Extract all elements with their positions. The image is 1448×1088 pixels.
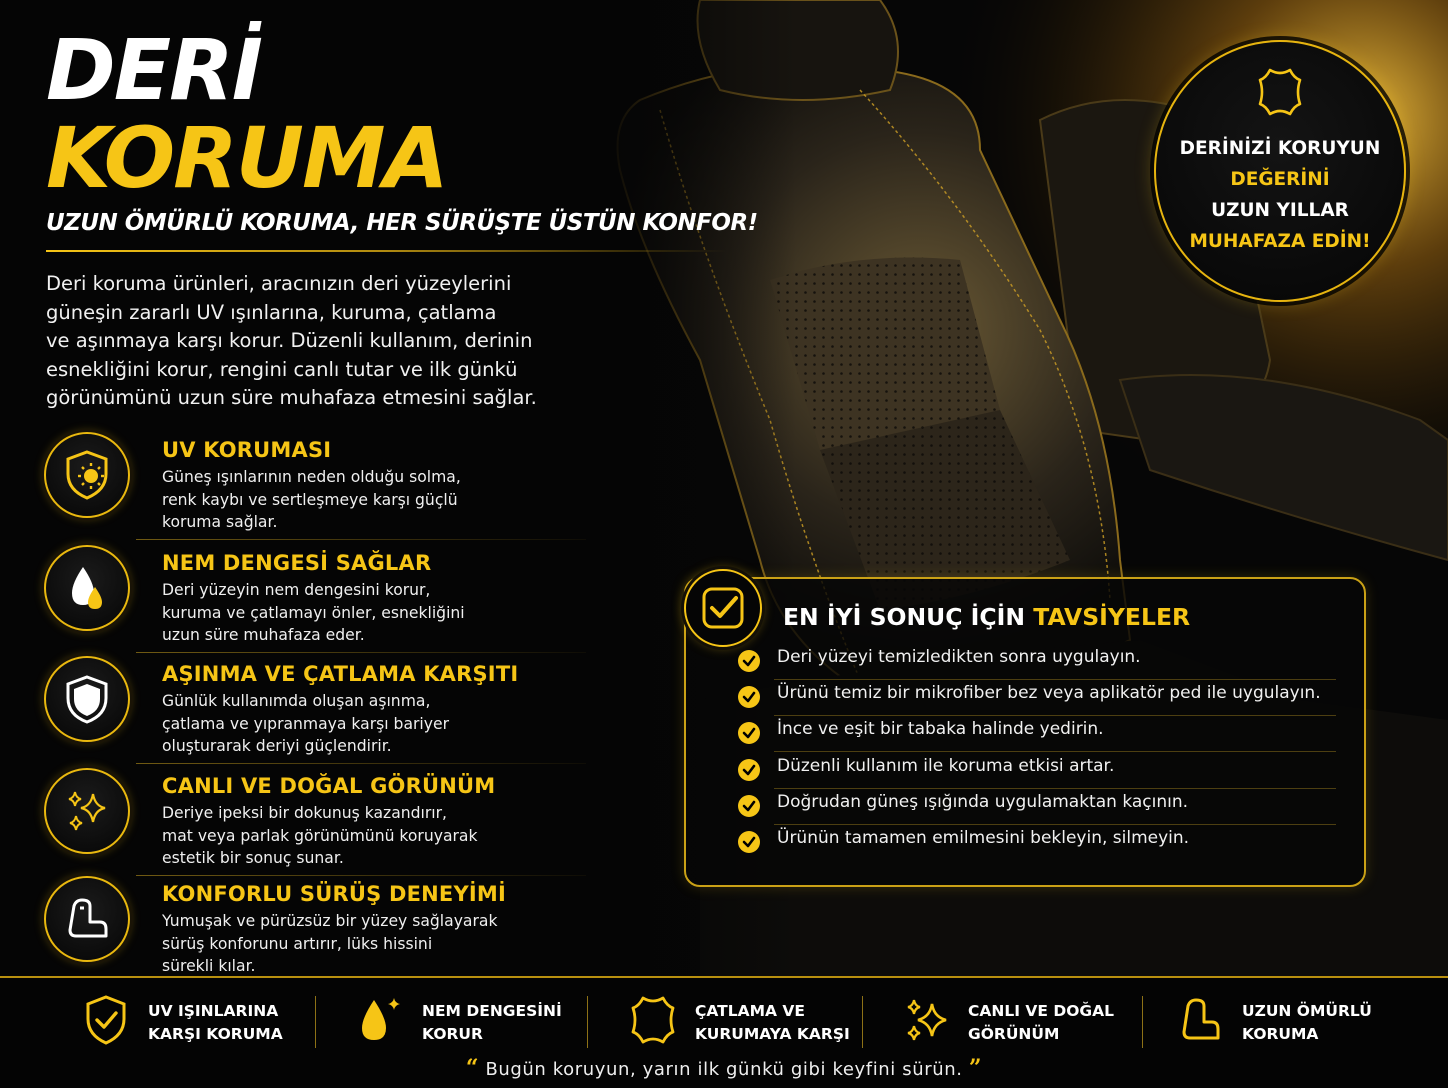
footer-divider (587, 996, 588, 1048)
feature-description (162, 466, 542, 534)
leather-hide-icon (629, 994, 677, 1046)
feature-description-line: renk kaybı ve sertleşmeye karşı güçlü (162, 490, 458, 509)
footer-quote (0, 1055, 1448, 1081)
feature-description-line: sürekli kılar. (162, 957, 256, 976)
quote-open-icon: “ (465, 1055, 480, 1081)
footer-label (148, 1000, 283, 1046)
title-line-2: KORUMA (46, 109, 447, 207)
shield-check-icon (82, 994, 130, 1046)
footer-label-line: KORUR (422, 1025, 483, 1043)
shield-icon (44, 656, 130, 742)
footer-item-look (902, 990, 1132, 1052)
tips-title (783, 603, 1190, 631)
feature-divider (136, 763, 586, 764)
feature-abrasion-crack (44, 656, 544, 762)
feature-uv-protection (44, 432, 544, 538)
tip-item (738, 644, 1338, 680)
footer-label-line: ÇATLAMA VE (695, 1002, 806, 1020)
footer-divider (862, 996, 863, 1048)
badge-line-4: MUHAFAZA EDİN! (1189, 231, 1371, 252)
badge-line-1: DERİNİZİ KORUYUN (1179, 138, 1381, 159)
tip-text: İnce ve eşit bir tabaka halinde yedirin. (777, 719, 1104, 739)
quote-close-icon: ” (968, 1055, 983, 1081)
protection-badge (1154, 40, 1406, 302)
feature-title: NEM DENGESİ SAĞLAR (162, 551, 432, 575)
feature-comfort (44, 876, 544, 982)
check-circle-icon (738, 686, 760, 708)
tip-text: Doğrudan güneş ışığında uygulamaktan kaçının. (777, 792, 1189, 812)
feature-description-line: sürüş konforunu artırır, lüks hissini (162, 934, 433, 953)
footer-label-line: CANLI VE DOĞAL (968, 1002, 1115, 1020)
footer-label-line: UV IŞINLARINA (148, 1002, 279, 1020)
check-circle-icon (738, 795, 760, 817)
feature-divider (136, 652, 586, 653)
car-seat-icon (44, 876, 130, 962)
tip-item (738, 716, 1338, 752)
feature-moisture-balance (44, 545, 544, 651)
tip-item (738, 680, 1338, 716)
footer-label (695, 1000, 850, 1046)
footer-divider (315, 996, 316, 1048)
footer-label-line: NEM DENGESİNİ (422, 1002, 562, 1020)
feature-description-line: oluşturarak deriyi güçlendirir. (162, 737, 392, 756)
feature-description (162, 690, 542, 758)
tips-title-accent: TAVSİYELER (1033, 603, 1191, 631)
footer-label-line: GÖRÜNÜM (968, 1025, 1060, 1043)
intro-line: güneşin zararlı UV ışınlarına, kuruma, çatlama (46, 300, 497, 324)
badge-line-3: UZUN YILLAR (1211, 200, 1349, 221)
footer-label-line: KARŞI KORUMA (148, 1025, 283, 1043)
sparkles-icon (44, 768, 130, 854)
feature-description-line: koruma sağlar. (162, 513, 278, 532)
feature-title: KONFORLU SÜRÜŞ DENEYİMİ (162, 882, 506, 906)
check-circle-icon (738, 759, 760, 781)
footer-label-line: KORUMA (1242, 1025, 1319, 1043)
feature-description-line: Günlük kullanımda oluşan aşınma, (162, 692, 431, 710)
badge-line-2: DEĞERİNİ (1230, 169, 1330, 190)
feature-description-line: kuruma ve çatlamayı önler, esnekliğini (162, 603, 465, 622)
feature-title: AŞINMA VE ÇATLAMA KARŞITI (162, 662, 519, 686)
checkmark-icon (684, 569, 762, 647)
intro-line: Deri koruma ürünleri, aracınızın deri yüzeylerini (46, 272, 512, 295)
leather-hide-icon (1256, 66, 1304, 118)
sparkles-icon (902, 994, 952, 1046)
tip-item (738, 789, 1338, 825)
intro-line: ve aşınmaya karşı korur. Düzenli kullanım, derinin (46, 329, 533, 353)
tip-divider (774, 751, 1336, 752)
tip-text: Ürünün tamamen emilmesini bekleyin, silmeyin. (777, 828, 1190, 848)
intro-line: görünümünü uzun süre muhafaza etmesini sağlar. (46, 386, 537, 410)
footer-label (968, 1000, 1114, 1046)
footer-divider (1142, 996, 1143, 1048)
footer-item-uv (82, 990, 312, 1052)
feature-description (162, 802, 542, 870)
footer-item-moisture (356, 990, 586, 1052)
car-seat-icon (1176, 994, 1224, 1046)
feature-description-line: Deri yüzeyin nem dengesini korur, (162, 581, 431, 599)
tip-item (738, 825, 1338, 861)
footer-label-line: UZUN ÖMÜRLÜ (1242, 1002, 1372, 1020)
tips-title-white: EN İYİ SONUÇ İÇİN (783, 603, 1034, 631)
footer-item-longevity (1176, 990, 1406, 1052)
footer-label (422, 1000, 562, 1046)
uv-shield-icon (44, 432, 130, 518)
footer-item-crack (629, 990, 859, 1052)
feature-title: CANLI VE DOĞAL GÖRÜNÜM (162, 774, 496, 798)
water-drop-icon (356, 992, 404, 1048)
check-circle-icon (738, 831, 760, 853)
feature-description-line: Güneş ışınlarının neden olduğu solma, (162, 468, 461, 486)
tip-item (738, 753, 1338, 789)
feature-description-line: mat veya parlak görünümünü koruyarak (162, 826, 478, 845)
feature-description-line: Deriye ipeksi bir dokunuş kazandırır, (162, 804, 447, 822)
feature-description-line: estetik bir sonuç sunar. (162, 849, 344, 868)
tip-text: Deri yüzeyi temizledikten sonra uygulayın. (777, 647, 1141, 667)
tagline: UZUN ÖMÜRLÜ KORUMA, HER SÜRÜŞTE ÜSTÜN KONFOR! (46, 210, 758, 236)
footer-label (1242, 1000, 1372, 1046)
feature-title: UV KORUMASI (162, 438, 332, 462)
check-circle-icon (738, 722, 760, 744)
feature-divider (136, 539, 586, 540)
footer-label-line: KURUMAYA KARŞI (695, 1025, 850, 1043)
quote-text: Bugün koruyun, yarın ilk günkü gibi keyfini sürün. (485, 1059, 963, 1080)
feature-description (162, 910, 542, 978)
feature-description-line: uzun süre muhafaza eder. (162, 626, 365, 645)
tagline-divider (46, 250, 726, 252)
tip-text: Düzenli kullanım ile koruma etkisi artar. (777, 756, 1115, 776)
feature-description (162, 579, 542, 647)
intro-paragraph (46, 270, 566, 413)
tip-text: Ürünü temiz bir mikrofiber bez veya aplikatör ped ile uygulayın. (777, 683, 1321, 703)
feature-description-line: çatlama ve yıpranmaya karşı bariyer (162, 714, 449, 733)
title-line-1: DERİ (46, 21, 262, 119)
water-drop-icon (44, 545, 130, 631)
check-circle-icon (738, 650, 760, 672)
intro-line: esnekliğini korur, rengini canlı tutar ve ilk günkü (46, 357, 518, 381)
feature-description-line: Yumuşak ve pürüzsüz bir yüzey sağlayarak (162, 912, 498, 930)
feature-natural-look (44, 768, 544, 874)
